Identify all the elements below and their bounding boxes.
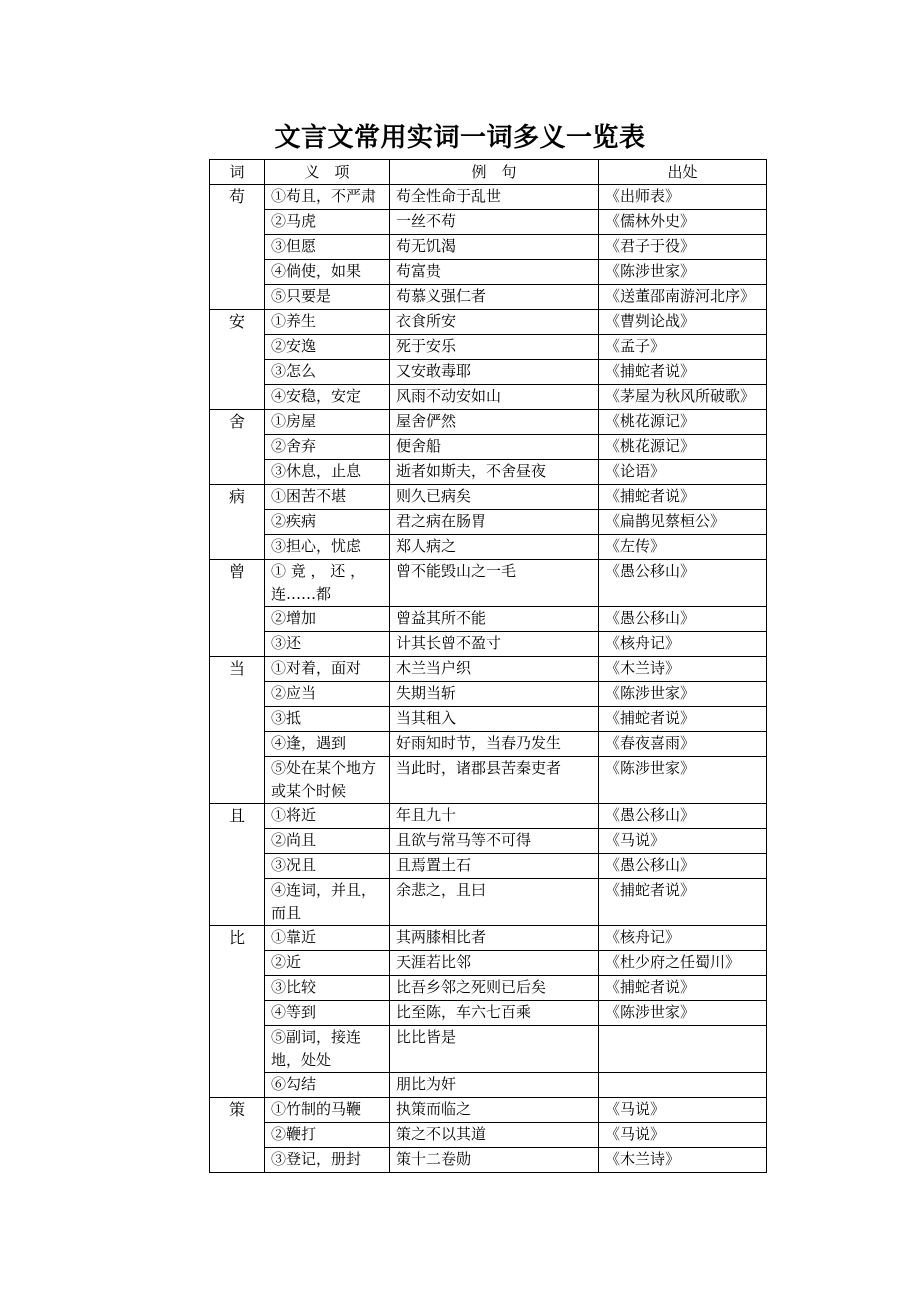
meaning-cell: ②尚且 (265, 829, 390, 854)
meaning-cell: ②应当 (265, 682, 390, 707)
example-cell: 郑人病之 (390, 535, 599, 560)
meaning-cell: ④逢，遇到 (265, 732, 390, 757)
table-row (210, 435, 767, 460)
table-row (210, 1123, 767, 1148)
table-row (210, 804, 767, 829)
headword-cell: 病 (210, 485, 265, 560)
source-cell: 《君子于役》 (599, 235, 767, 260)
source-cell: 《陈涉世家》 (599, 757, 767, 804)
source-cell: 《捕蛇者说》 (599, 879, 767, 926)
source-cell: 《捕蛇者说》 (599, 976, 767, 1001)
example-cell: 执策而临之 (390, 1098, 599, 1123)
table-row (210, 976, 767, 1001)
table-row (210, 360, 767, 385)
example-cell: 风雨不动安如山 (390, 385, 599, 410)
header-word: 词 (210, 160, 265, 185)
meaning-cell: ③怎么 (265, 360, 390, 385)
meaning-cell: ③比较 (265, 976, 390, 1001)
example-cell: 策十二卷勋 (390, 1148, 599, 1173)
table-row (210, 385, 767, 410)
meaning-cell: ②增加 (265, 607, 390, 632)
meaning-cell: ③抵 (265, 707, 390, 732)
meaning-cell: ③担心，忧虑 (265, 535, 390, 560)
example-cell: 且焉置土石 (390, 854, 599, 879)
table-row (210, 854, 767, 879)
example-cell: 天涯若比邻 (390, 951, 599, 976)
table-row (210, 235, 767, 260)
example-cell: 策之不以其道 (390, 1123, 599, 1148)
example-cell: 衣食所安 (390, 310, 599, 335)
source-cell: 《曹刿论战》 (599, 310, 767, 335)
example-cell: 苟慕义强仁者 (390, 285, 599, 310)
source-cell: 《桃花源记》 (599, 410, 767, 435)
source-cell: 《核舟记》 (599, 926, 767, 951)
table-row (210, 460, 767, 485)
table-row (210, 879, 767, 926)
meaning-cell: ③况且 (265, 854, 390, 879)
example-cell: 当此时，诸郡县苦秦吏者 (390, 757, 599, 804)
table-row (210, 632, 767, 657)
meaning-cell: ③登记，册封 (265, 1148, 390, 1173)
headword-cell: 安 (210, 310, 265, 410)
table-row (210, 260, 767, 285)
header-row (210, 160, 767, 185)
source-cell: 《出师表》 (599, 185, 767, 210)
page-title: 文言文常用实词一词多义一览表 (274, 123, 646, 153)
source-cell: 《捕蛇者说》 (599, 485, 767, 510)
meaning-cell: ①房屋 (265, 410, 390, 435)
meaning-cell: ①靠近 (265, 926, 390, 951)
header-meaning: 义 项 (265, 160, 390, 185)
example-cell: 比吾乡邻之死则已后矣 (390, 976, 599, 1001)
meaning-cell: ④倘使，如果 (265, 260, 390, 285)
meaning-cell: ②近 (265, 951, 390, 976)
meaning-cell: ①困苦不堪 (265, 485, 390, 510)
table-body (210, 185, 767, 1173)
meaning-cell: ⑤只要是 (265, 285, 390, 310)
source-cell: 《愚公移山》 (599, 854, 767, 879)
source-cell: 《愚公移山》 (599, 560, 767, 607)
meaning-cell: ⑤副词，接连地，处处 (265, 1026, 390, 1073)
example-cell: 曾益其所不能 (390, 607, 599, 632)
table-row (210, 310, 767, 335)
example-cell: 苟富贵 (390, 260, 599, 285)
headword-cell: 苟 (210, 185, 265, 310)
meaning-cell: ②安逸 (265, 335, 390, 360)
table-row (210, 1148, 767, 1173)
table-row (210, 485, 767, 510)
source-cell: 《陈涉世家》 (599, 1001, 767, 1026)
source-cell: 《扁鹊见蔡桓公》 (599, 510, 767, 535)
table-row (210, 560, 767, 607)
example-cell: 又安敢毒耶 (390, 360, 599, 385)
example-cell: 朋比为奸 (390, 1073, 599, 1098)
table-row (210, 707, 767, 732)
example-cell: 一丝不苟 (390, 210, 599, 235)
table-row (210, 335, 767, 360)
meaning-cell: ②疾病 (265, 510, 390, 535)
source-cell: 《杜少府之任蜀川》 (599, 951, 767, 976)
example-cell: 苟全性命于乱世 (390, 185, 599, 210)
table-row (210, 210, 767, 235)
table-row (210, 757, 767, 804)
meaning-cell: ④连词，并且，而且 (265, 879, 390, 926)
polysemy-table (209, 159, 767, 1173)
meaning-cell: ③还 (265, 632, 390, 657)
table-row (210, 657, 767, 682)
example-cell: 则久已病矣 (390, 485, 599, 510)
meaning-cell: ⑥勾结 (265, 1073, 390, 1098)
table-row (210, 682, 767, 707)
example-cell: 其两膝相比者 (390, 926, 599, 951)
source-cell: 《愚公移山》 (599, 607, 767, 632)
table-row (210, 285, 767, 310)
example-cell: 君之病在肠胃 (390, 510, 599, 535)
meaning-cell: ⑤处在某个地方或某个时候 (265, 757, 390, 804)
meaning-cell: ③休息，止息 (265, 460, 390, 485)
meaning-cell: ①养生 (265, 310, 390, 335)
source-cell: 《核舟记》 (599, 632, 767, 657)
headword-cell: 比 (210, 926, 265, 1098)
meaning-cell: ① 竟 ， 还 ， 连……都 (265, 560, 390, 607)
example-cell: 逝者如斯夫，不舍昼夜 (390, 460, 599, 485)
example-cell: 屋舍俨然 (390, 410, 599, 435)
source-cell: 《论语》 (599, 460, 767, 485)
table-row (210, 1073, 767, 1098)
source-cell: 《陈涉世家》 (599, 682, 767, 707)
source-cell (599, 1026, 767, 1073)
source-cell: 《左传》 (599, 535, 767, 560)
example-cell: 死于安乐 (390, 335, 599, 360)
source-cell: 《送董邵南游河北序》 (599, 285, 767, 310)
example-cell: 苟无饥渴 (390, 235, 599, 260)
example-cell: 比比皆是 (390, 1026, 599, 1073)
table-row (210, 185, 767, 210)
headword-cell: 当 (210, 657, 265, 804)
example-cell: 好雨知时节，当春乃发生 (390, 732, 599, 757)
source-cell: 《马说》 (599, 829, 767, 854)
example-cell: 木兰当户织 (390, 657, 599, 682)
source-cell: 《桃花源记》 (599, 435, 767, 460)
table-row (210, 1001, 767, 1026)
example-cell: 当其租入 (390, 707, 599, 732)
headword-cell: 策 (210, 1098, 265, 1173)
source-cell: 《捕蛇者说》 (599, 707, 767, 732)
meaning-cell: ④安稳，安定 (265, 385, 390, 410)
example-cell: 便舍船 (390, 435, 599, 460)
meaning-cell: ②鞭打 (265, 1123, 390, 1148)
header-example: 例 句 (390, 160, 599, 185)
source-cell: 《春夜喜雨》 (599, 732, 767, 757)
meaning-cell: ①对着，面对 (265, 657, 390, 682)
source-cell: 《木兰诗》 (599, 1148, 767, 1173)
header-source: 出处 (599, 160, 767, 185)
table-row (210, 535, 767, 560)
source-cell: 《愚公移山》 (599, 804, 767, 829)
meaning-cell: ②马虎 (265, 210, 390, 235)
example-cell: 年且九十 (390, 804, 599, 829)
source-cell: 《马说》 (599, 1123, 767, 1148)
example-cell: 余悲之，且曰 (390, 879, 599, 926)
table-row (210, 1026, 767, 1073)
example-cell: 曾不能毁山之一毛 (390, 560, 599, 607)
meaning-cell: ①苟且，不严肃 (265, 185, 390, 210)
table-row (210, 510, 767, 535)
meaning-cell: ④等到 (265, 1001, 390, 1026)
table-row (210, 926, 767, 951)
table-row (210, 410, 767, 435)
headword-cell: 舍 (210, 410, 265, 485)
source-cell: 《茅屋为秋风所破歌》 (599, 385, 767, 410)
source-cell: 《陈涉世家》 (599, 260, 767, 285)
table-row (210, 607, 767, 632)
source-cell: 《儒林外史》 (599, 210, 767, 235)
meaning-cell: ①竹制的马鞭 (265, 1098, 390, 1123)
source-cell: 《捕蛇者说》 (599, 360, 767, 385)
headword-cell: 曾 (210, 560, 265, 657)
headword-cell: 且 (210, 804, 265, 926)
source-cell (599, 1073, 767, 1098)
meaning-cell: ③但愿 (265, 235, 390, 260)
table-row (210, 1098, 767, 1123)
source-cell: 《孟子》 (599, 335, 767, 360)
example-cell: 计其长曾不盈寸 (390, 632, 599, 657)
source-cell: 《马说》 (599, 1098, 767, 1123)
example-cell: 失期当斩 (390, 682, 599, 707)
table-row (210, 951, 767, 976)
table-row (210, 732, 767, 757)
meaning-cell: ②舍弃 (265, 435, 390, 460)
meaning-cell: ①将近 (265, 804, 390, 829)
table-row (210, 829, 767, 854)
example-cell: 且欲与常马等不可得 (390, 829, 599, 854)
source-cell: 《木兰诗》 (599, 657, 767, 682)
example-cell: 比至陈，车六七百乘 (390, 1001, 599, 1026)
